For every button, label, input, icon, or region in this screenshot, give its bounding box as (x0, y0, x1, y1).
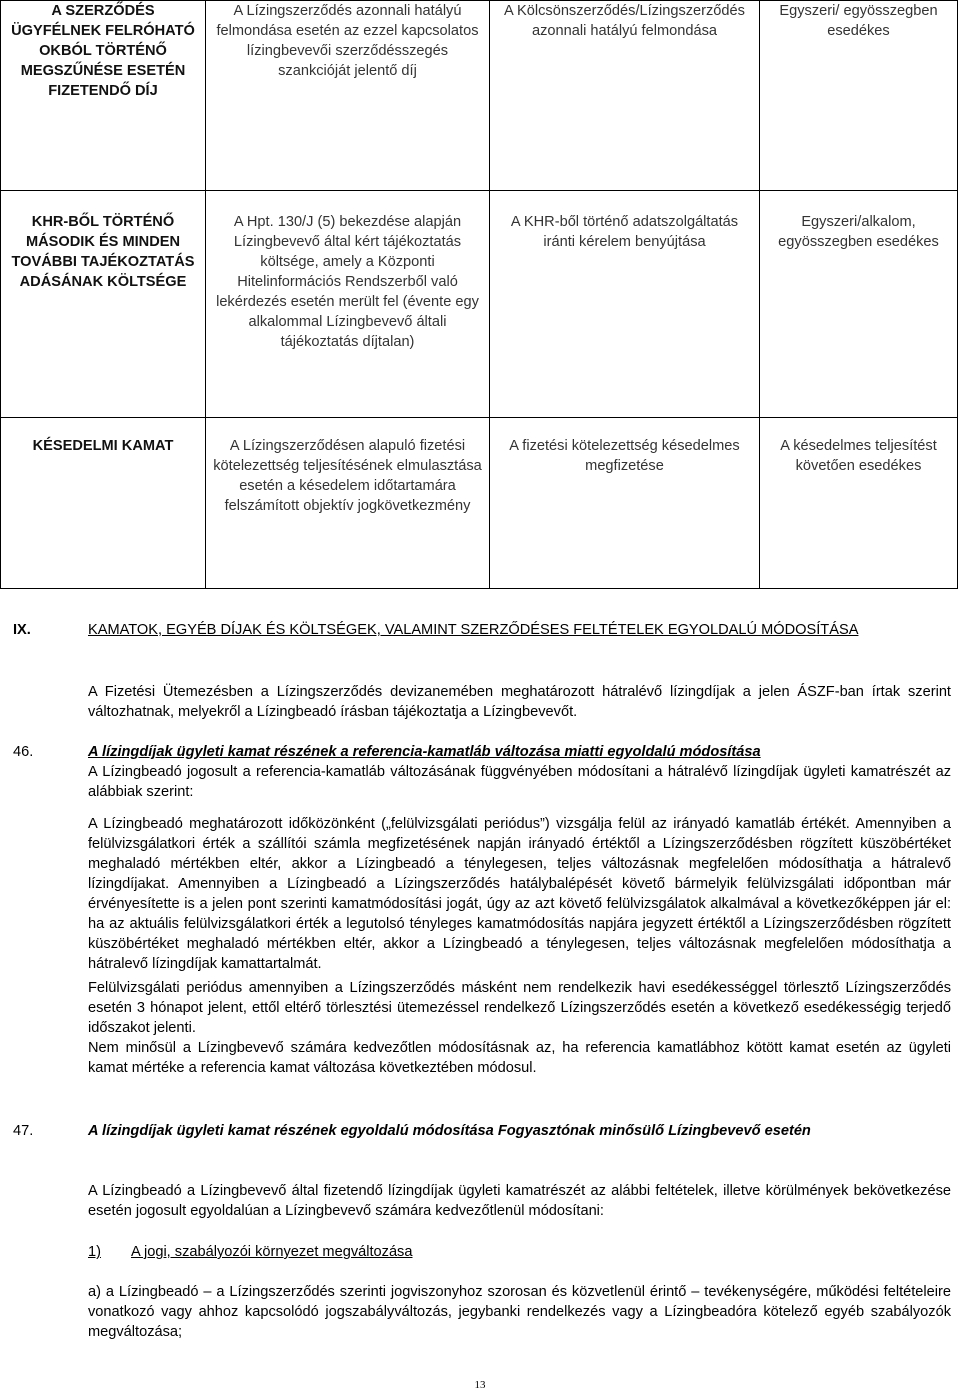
item-47 (88, 1121, 951, 1141)
item-47-heading: A lízingdíjak ügyleti kamat részének egyoldalú módosítása Fogyasztónak minősülő Lízingbevevő esetén (88, 1123, 811, 1139)
section-heading (13, 620, 953, 640)
fee-description-cell: A Lízingszerződésen alapuló fizetési kötelezettség teljesítésének elmulasztása esetén a késedelem időtartamára felszámított objektív jogkövetkezmény (206, 418, 490, 589)
list-item-label: 1) (88, 1244, 101, 1260)
section-title: KAMATOK, EGYÉB DÍJAK ÉS KÖLTSÉGEK, VALAMINT SZERZŐDÉSES FELTÉTELEK EGYOLDALÚ MÓDOSÍTÁSA (88, 622, 859, 638)
item-46-heading: A lízingdíjak ügyleti kamat részének a referencia-kamatláb változása miatti egyoldalú módosítása (88, 744, 761, 760)
section-intro: A Fizetési Ütemezésben a Lízingszerződés devizanemében meghatározott hátralévő lízingdíjak a jelen ÁSZF-ban írtak szerint változhatnak, melyekről a Lízingbeadó írásban tájékoztatja a Lízingbevevőt. (88, 684, 951, 720)
item-47-intro: A Lízingbeadó a Lízingbevevő által fizetendő lízingdíjak ügyleti kamatrészét az alábbi feltételek, illetve körülmények bekövetkezése esetén jogosult egyoldalúan a Lízingbevevő számára kedvezőtlenül módosítani: (88, 1183, 951, 1219)
list-item (88, 1242, 951, 1262)
page-number: 13 (474, 1379, 486, 1391)
fee-trigger-cell: A KHR-ből történő adatszolgáltatás iránti kérelem benyújtása (490, 191, 760, 418)
item-47-number: 47. (13, 1123, 34, 1139)
fee-name-cell: A SZERZŐDÉS ÜGYFÉLNEK FELRÓHATÓ OKBÓL TÖRTÉNŐ MEGSZŰNÉSE ESETÉN FIZETENDŐ DÍJ (1, 1, 206, 191)
item-46-number: 46. (13, 744, 34, 760)
item-46-paragraph-3: Felülvizsgálati periódus amennyiben a Lízingszerződés másként nem rendelkezik havi esedékességgel törlesztő Lízingszerződés esetén 3 hónapot jelent, ettől eltérő törlesztési ütemezéssel rendelkező Lízingszerződés esetén a következő esedékességig terjedő időszakot jelenti. (88, 980, 951, 1036)
fee-trigger-cell: A fizetési kötelezettség késedelmes megfizetése (490, 418, 760, 589)
fee-due-cell: Egyszeri/ egyösszegben esedékes (760, 1, 958, 191)
table-row (1, 1, 958, 191)
item-46-paragraph-1: A Lízingbeadó jogosult a referencia-kamatláb változásának függvényében módosítani a hátralévő lízingdíjak ügyleti kamatrészét az alábbiak szerint: (88, 764, 951, 800)
item-46-paragraph-4: Nem minősül a Lízingbevevő számára kedvezőtlen módosításnak az, ha referencia kamatlábhoz kötött kamat esetén az ügyleti kamat mértéke a referencia kamat változása következtében módosul. (88, 1040, 951, 1076)
table-row (1, 418, 958, 589)
item-47-sub-a: a) a Lízingbeadó – a Lízingszerződés szerinti jogviszonyhoz szorosan és közvetlenül érintő – tevékenységére, működési feltételeire vonatkozó vagy ahhoz kapcsolódó jogszabályváltozás, jegybanki rendelkezés vagy a Lízingbeadóra kötelező egyéb szabályozók megváltozása; (88, 1284, 951, 1340)
fee-name-cell: KÉSEDELMI KAMAT (1, 418, 206, 589)
item-46 (88, 742, 951, 1078)
fee-name-cell: KHR-BŐL TÖRTÉNŐ MÁSODIK ÉS MINDEN TOVÁBBI TAJÉKOZTATÁS ADÁSÁNAK KÖLTSÉGE (1, 191, 206, 418)
fee-due-cell: Egyszeri/alkalom, egyösszegben esedékes (760, 191, 958, 418)
table-row (1, 191, 958, 418)
fee-trigger-cell: A Kölcsönszerződés/Lízingszerződés azonnali hatályú felmondása (490, 1, 760, 191)
list-item-text: A jogi, szabályozói környezet megváltozása (130, 1244, 413, 1260)
item-46-paragraph-2: A Lízingbeadó meghatározott időközönként („felülvizsgálati periódus”) vizsgálja felül az irányadó kamatláb értékét. Amennyiben a felülvizsgálatkori érték a szállítói számla megfizetésének napján irányadó értéktől a Lízingszerződésben rögzített küszöbértéket meghaladó mértékben eltér, akkor a Lízingbeadó a ténylegesen, teljes változásnak megfelelően módosíthatja a hátralevő lízingdíjakat. Amennyiben a Lízingbeadó a Lízingszerződés hatálybalépését követő bármelyik felülvizsgálati időpontban már érvényesítette is a jelen pont szerinti kamatmódosítási jogát, úgy az azt követő felülvizsgálatok alkalmával a következőképpen jár el: ha az aktuális felülvizsgálatkori érték a legutolsó tényleges kamatmódosítás napjára jegyzett értéktől a Lízingszerződésben rögzített küszöbértéket meghaladó mértékben eltér, akkor a Lízingbeadó a ténylegesen, teljes változásnak megfelelően módosíthatja a hátralevő lízingdíjak kamattartalmát. (88, 816, 951, 972)
fee-description-cell: A Hpt. 130/J (5) bekezdése alapján Lízingbevevő által kért tájékoztatás költsége, amely a Központi Hitelinformációs Rendszerből való lekérdezés esetén merült fel (évente egy alkalommal Lízingbevevő általi tájékoztatás díjtalan) (206, 191, 490, 418)
fee-description-cell: A Lízingszerződés azonnali hatályú felmondása esetén az ezzel kapcsolatos lízingbevevői szerződésszegés szankcióját jelentő díj (206, 1, 490, 191)
fee-table (0, 0, 958, 589)
section-number: IX. (13, 622, 31, 638)
fee-due-cell: A késedelmes teljesítést követően esedékes (760, 418, 958, 589)
